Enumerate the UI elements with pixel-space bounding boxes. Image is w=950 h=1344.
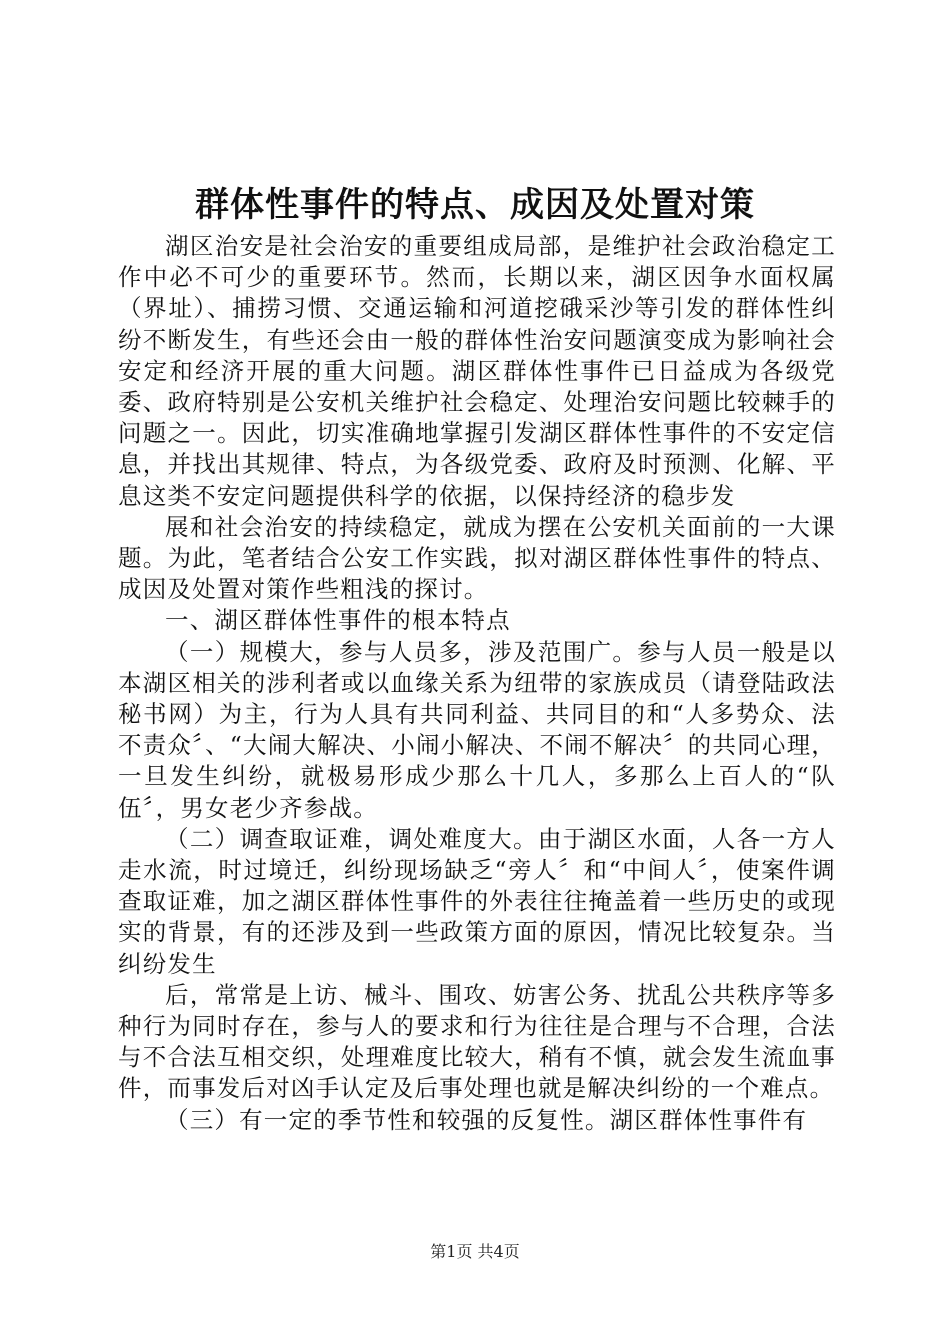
paragraph: （一）规模大，参与人员多，涉及范围广。参与人员一般是以本湖区相关的涉利者或以血缘关系为纽带的家族成员（请登陆政法秘书网）为主，行为人具有共同利益、共同目的和“人多势众、法不责众〞、“大闹大解决、小闹小解决、不闹不解决〞的共同心理，一旦发生纠纷，就极易形成少那么十几人，多那么上百人的“队伍〞，男女老少齐参战。 — [118, 637, 836, 822]
document-body — [118, 231, 836, 1136]
document-title: 群体性事件的特点、成因及处置对策 — [195, 185, 755, 225]
paragraph: 湖区治安是社会治安的重要组成局部，是维护社会政治稳定工作中必不可少的重要环节。然而，长期以来，湖区因争水面权属（界址）、捕捞习惯、交通运输和河道挖硪采沙等引发的群体性纠纷不断发生，有些还会由一般的群体性治安问题演变成为影响社会安定和经济开展的重大问题。湖区群体性事件已日益成为各级党委、政府特别是公安机关维护社会稳定、处理治安问题比较棘手的问题之一。因此，切实准确地掌握引发湖区群体性事件的不安定信息，并找出其规律、特点，为各级党委、政府及时预测、化解、平息这类不安定问题提供科学的依据，以保持经济的稳步发 — [118, 232, 836, 510]
section-heading: 一、湖区群体性事件的根本特点 — [165, 606, 511, 635]
paragraph: （二）调查取证难，调处难度大。由于湖区水面，人各一方人走水流，时过境迁，纠纷现场缺乏“旁人〞和“中间人〞，使案件调查取证难，加之湖区群体性事件的外表往往掩盖着一些历史的或现实的背景，有的还涉及到一些政策方面的原因，情况比较复杂。当纠纷发生 — [118, 824, 836, 978]
paragraph: 展和社会治安的持续稳定，就成为摆在公安机关面前的一大课题。为此，笔者结合公安工作实践，拟对湖区群体性事件的特点、成因及处置对策作些粗浅的探讨。 — [118, 512, 836, 604]
paragraph: （三）有一定的季节性和较强的反复性。湖区群体性事件有 — [165, 1105, 808, 1134]
paragraph: 后，常常是上访、械斗、围攻、妨害公务、扰乱公共秩序等多种行为同时存在，参与人的要求和行为往往是合理与不合理，合法与不合法互相交织，处理难度比较大，稍有不慎，就会发生流血事件，而事发后对凶手认定及后事处理也就是解决纠纷的一个难点。 — [118, 980, 836, 1103]
page-number-footer: 第1页 共4页 — [430, 1242, 520, 1261]
